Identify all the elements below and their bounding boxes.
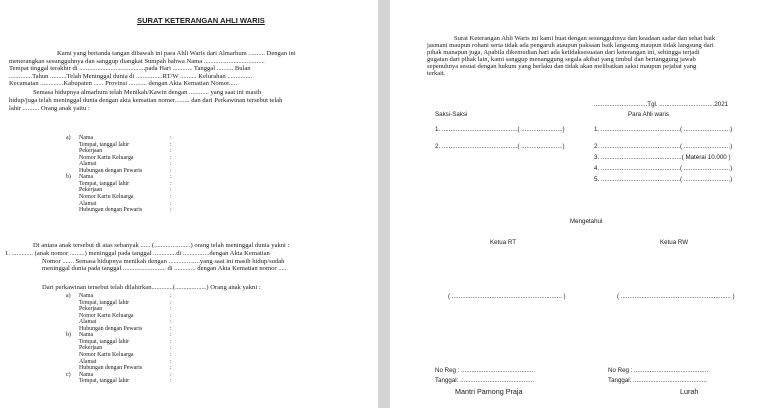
- field-colon: :: [170, 174, 172, 181]
- deceased-children-line: meninggal dunia pada tanggal .......................... di ............. dengan Akta Kematian nomor .....: [42, 265, 287, 272]
- child-field-label: Alamat: [79, 161, 97, 168]
- saksi-signature-line: 2. ............................................( ........................): [435, 143, 565, 150]
- child-field-label: Nama: [79, 135, 94, 141]
- field-colon: :: [170, 358, 172, 365]
- child-field-label: Hubungan dengan Pewaris: [79, 325, 143, 332]
- second-marriage-line: Dari perkawinan tersebut telah dilahirkan.............(...................) Orang anak yakni :: [42, 284, 261, 291]
- child-field-label: Nama: [79, 174, 94, 181]
- marriage-line: Semasa hidupnya almarhum telah Menikah/Kawin dengan ............ yang saat ini masih: [33, 88, 262, 96]
- child-letter: c): [66, 371, 71, 378]
- child-field-label: Tempat, tanggal lahir: [79, 299, 130, 306]
- noreg-left: No Reg : ...........................................: [435, 367, 536, 374]
- child-letter: b): [66, 332, 71, 339]
- saksi-heading: Saksi-Saksi: [435, 111, 468, 118]
- tanggal-left: Tanggal: ...........................................: [435, 377, 535, 384]
- child-field-label: Pekerjaan: [79, 345, 103, 352]
- marriage-line: lahir .......... Orang anak yaitu :: [9, 104, 90, 112]
- child-field-label: Hubungan dengan Pewaris: [79, 167, 143, 174]
- field-colon: :: [170, 187, 172, 194]
- child-field-label: Pekerjaan: [79, 187, 103, 194]
- child-field-label: Nama: [79, 332, 94, 339]
- field-colon: :: [170, 148, 172, 155]
- ahli-waris-signature-line: 5. ..............................................( ...........................): [594, 176, 733, 183]
- mengetahui-label: Mengetahui: [570, 218, 603, 225]
- statement-line: sepenuhnya sesuai dengan hukum yang berlaku dan tidak akan melibatkan saksi maupun pejabat yang: [427, 63, 697, 70]
- field-colon: :: [170, 365, 172, 372]
- child-field-label: Alamat: [79, 200, 97, 207]
- field-colon: :: [170, 312, 172, 319]
- statement-line: pihak manapun juga, Apabila dikemudian hari ada ketidaksesuaian dari keterangan ini, sehingga terjadi: [427, 49, 700, 56]
- child-field-label: Hubungan dengan Pewaris: [79, 207, 143, 214]
- field-colon: :: [170, 306, 172, 313]
- ahli-waris-signature-line: 2. ..............................................( ...........................): [594, 143, 733, 150]
- child-field-label: Hubungan dengan Pewaris: [79, 365, 143, 372]
- document-page-1: [0, 0, 378, 408]
- field-colon: :: [170, 161, 172, 168]
- rt-signature-line: ( ................................................................ ): [448, 293, 566, 300]
- ketua-rw-label: Ketua RW: [660, 239, 689, 246]
- child-field-label: Pekerjaan: [79, 148, 103, 155]
- field-colon: :: [170, 180, 172, 187]
- child-field-label: Nama: [79, 371, 94, 378]
- ahli-waris-signature-line: 3. ...............................................( Materai 10.000 ): [594, 154, 731, 161]
- tanggal-right: Tanggal: ...........................................: [608, 377, 708, 384]
- field-colon: :: [170, 154, 172, 161]
- field-colon: :: [170, 371, 172, 378]
- child-letter: a): [66, 135, 71, 141]
- child-field-label: Nama: [79, 293, 94, 299]
- child-letter: b): [66, 174, 71, 181]
- field-colon: :: [170, 345, 172, 352]
- marriage-line: hidup/juga telah meninggal dunia dengan akta kematian nomer......... dan dari Perkawinan tersebut telah: [9, 96, 283, 104]
- child-field-label: Nomor Kartu Keluarga: [79, 351, 134, 358]
- deceased-children-line: Di antara anak tersebut di atas sebanyak ...... (......................) orang telah meninggal dunia yakni :: [33, 242, 290, 249]
- noreg-right: No Reg : ...........................................: [608, 367, 709, 374]
- field-colon: :: [170, 135, 172, 141]
- official-right: Lurah: [680, 387, 699, 396]
- rw-signature-line: ( ................................................................ ): [617, 293, 735, 300]
- child-field-label: Tempat, tanggal lahir: [79, 180, 130, 187]
- document-title: SURAT KETERANGAN AHLI WARIS: [137, 16, 265, 25]
- field-colon: :: [170, 351, 172, 358]
- field-colon: :: [170, 293, 172, 299]
- document-page-2: [390, 0, 768, 408]
- field-colon: :: [170, 325, 172, 332]
- statement-line: jasmani maupun rohani serta tidak ada pengaruh ataupun paksaan baik langsung maupun tidak langsung dari: [427, 42, 714, 49]
- opening-line: menerangkan sesungguhnya dan sanggup diangkat Sumpah bahwa Nama .....................................: [9, 57, 265, 65]
- opening-line: Kami yang bertanda tangan dibawah ini para Ahli Waris dari Almarhum .......... Dengan ini: [57, 50, 296, 57]
- child-field-label: Alamat: [79, 358, 97, 365]
- saksi-signature-line: 1. ............................................( ........................): [435, 126, 565, 133]
- field-colon: :: [170, 193, 172, 200]
- place-date: ...............................Tgl. ................................2021: [594, 101, 729, 108]
- field-colon: :: [170, 378, 172, 385]
- child-field-label: Pekerjaan: [79, 306, 103, 313]
- opening-line: ..............Tahun ..........Telah Meninggal dunia di ................RT/W .......... Kelurahan ...............: [9, 72, 253, 80]
- field-colon: :: [170, 299, 172, 306]
- child-field-label: Alamat: [79, 319, 97, 326]
- opening-line: Tempat tinggal terakhir di ........................................pada Hari ............ Tanggal .......... Bulan: [9, 65, 251, 72]
- field-colon: :: [170, 200, 172, 207]
- field-colon: :: [170, 167, 172, 174]
- opening-line: Kecamatan ..............Kabupaten ...... Provinsi ........... dengan Akta Kematian Nomor.....: [9, 80, 238, 87]
- ahli-waris-signature-line: 1. ..............................................( ...........................): [594, 126, 733, 133]
- ketua-rt-label: Ketua RT: [490, 239, 517, 246]
- official-left: Mantri Pamong Praja: [455, 387, 523, 396]
- child-field-label: Tempat, tanggal lahir: [79, 338, 130, 345]
- child-field-label: Tempat, tanggal lahir: [79, 141, 130, 148]
- child-letter: a): [66, 293, 71, 299]
- field-colon: :: [170, 207, 172, 214]
- child-field-label: Tempat, tanggal lahir: [79, 378, 130, 385]
- page-gap: [378, 0, 390, 408]
- statement-line: Surat Keterangan Ahli Waris ini kami buat dengan sesungguhnya dan keadaan sadar dan sehat baik: [454, 35, 716, 42]
- ahli-waris-heading: Para Ahli waris: [628, 111, 669, 118]
- statement-line: gugatan dari pihak lain, kami sanggup menanggung segala akibat yang timbul dan bertanggung jawab: [427, 56, 696, 63]
- field-colon: :: [170, 332, 172, 339]
- field-colon: :: [170, 319, 172, 326]
- child-field-label: Nomor Kartu Keluarga: [79, 193, 134, 200]
- child-field-label: Nomor Kartu Keluarga: [79, 312, 134, 319]
- field-colon: :: [170, 141, 172, 148]
- deceased-children-line: 1. ............. (anak nomor .........) meninggal pada tanggal ..............di ................dengan Akta Kematian: [5, 250, 270, 257]
- ahli-waris-signature-line: 4. ..............................................( ...........................): [594, 165, 733, 172]
- deceased-children-line: Nomor ....... Semasa hidupnya menikah dengan ...................yang saat ini masih hidup/sudah: [42, 257, 285, 265]
- field-colon: :: [170, 338, 172, 345]
- child-field-label: Nomor Kartu Keluarga: [79, 154, 134, 161]
- statement-line: terkait.: [427, 70, 446, 77]
